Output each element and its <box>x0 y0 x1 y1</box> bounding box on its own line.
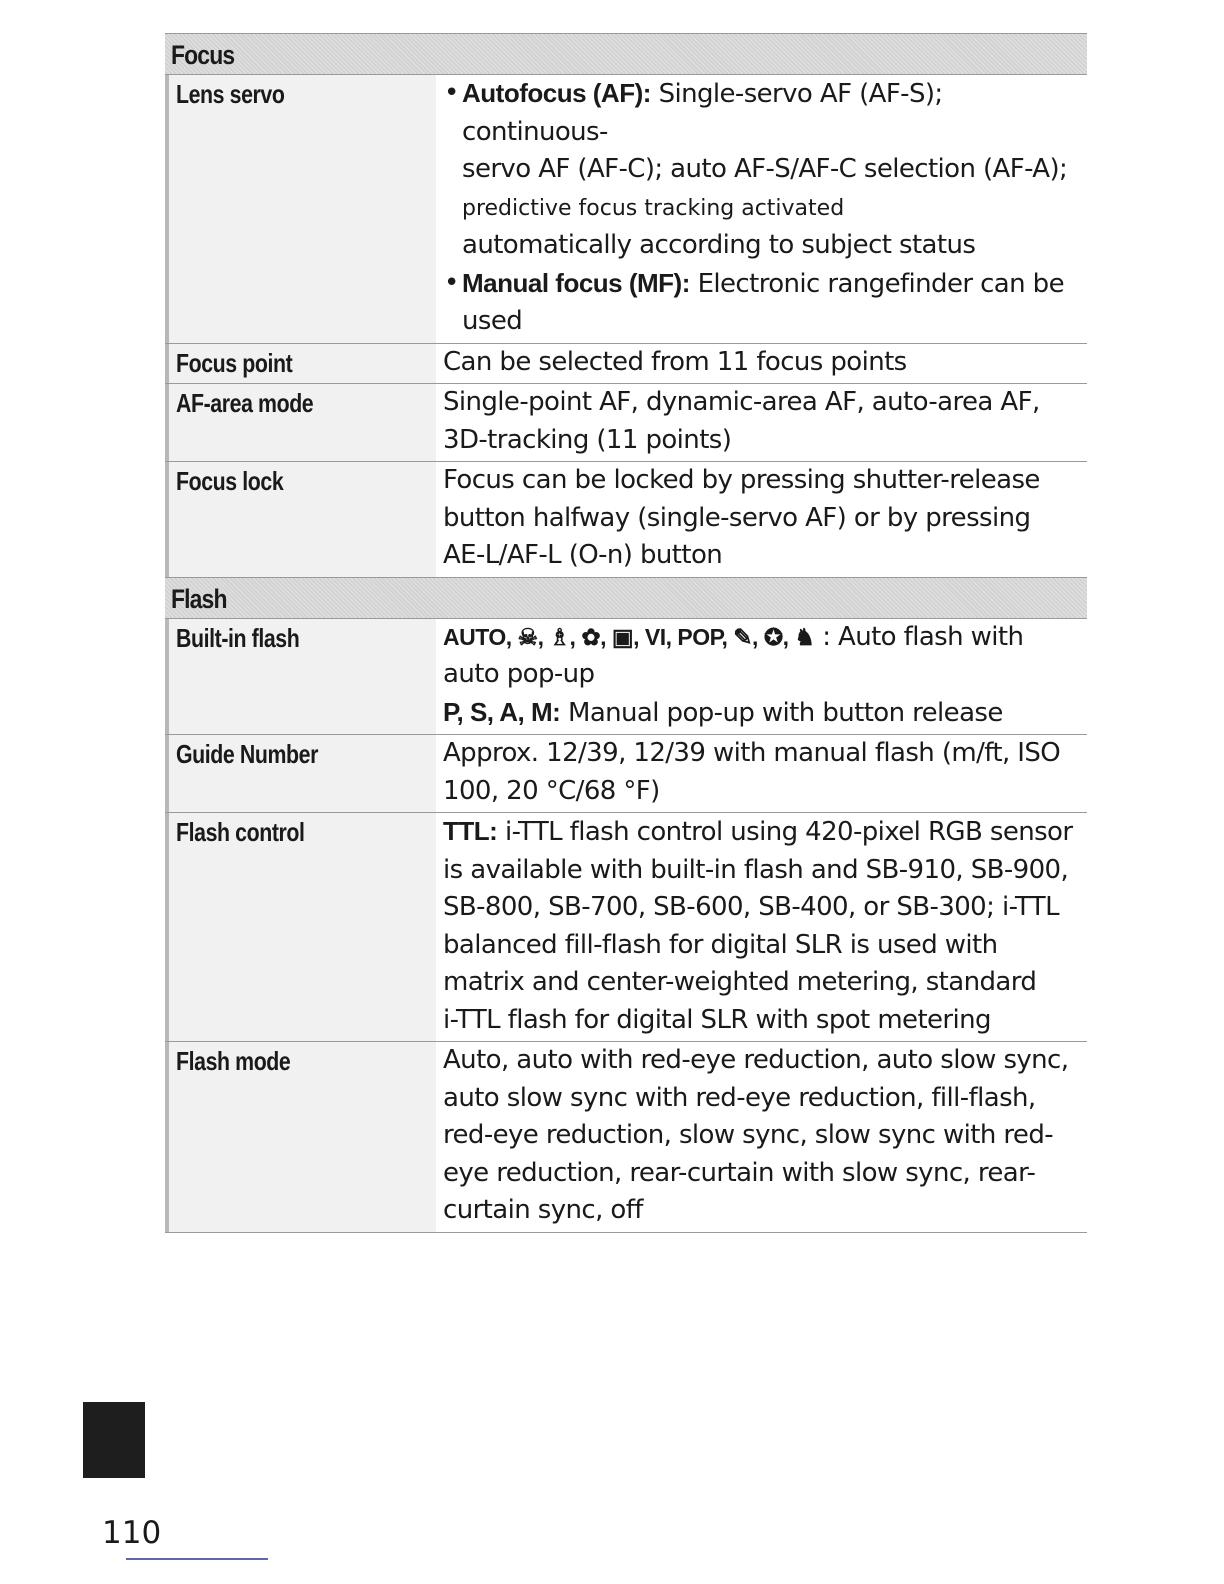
row-value: Approx. 12/39, 12/39 with manual flash (m/ft, ISO 100, 20 °C/68 °F) <box>443 738 1061 806</box>
spec-row-focus-point <box>165 344 1087 385</box>
spec-row-guide-number <box>165 735 1087 813</box>
spec-row-flash-mode <box>165 1042 1087 1233</box>
shooting-mode-icons: AUTO, ☠, ♗, ✿, ▣, VI, POP, ✎, ✪, ♞ <box>443 623 815 650</box>
row-value: TTL: i-TTL flash control using 420-pixel RGB sensor is available with built-in flash and SB-910, SB-900, SB-800, SB-700, SB-600, SB-400, or SB-300; i-TTL balanced fill-flash for digital SLR is used with matrix and center-weighted metering, standard i-TTL flash for digital SLR with spot metering <box>443 816 1073 1035</box>
spec-row-af-area-mode <box>165 384 1087 462</box>
bullet-item: • Manual focus (MF): Electronic rangefinder can be used <box>443 265 1079 341</box>
bullet-item: • Autofocus (AF): Single-servo AF (AF-S); continuous- servo AF (AF-C); auto AF-S/AF-C selection (AF-A); predictive focus tracking activated automatically according to subject status <box>443 75 1079 265</box>
page-number: 110 <box>102 1515 162 1551</box>
row-label: Flash mode <box>176 1046 291 1076</box>
section-header-flash <box>165 577 1087 619</box>
row-value: AUTO, ☠, ♗, ✿, ▣, VI, POP, ✎, ✪, ♞ : Auto flash with auto pop-up P, S, A, M: Manual pop-up with button release <box>436 619 1087 735</box>
row-label: Focus lock <box>176 466 284 496</box>
section-header-focus <box>165 33 1087 75</box>
section-title: Focus <box>170 40 235 70</box>
row-label: Built-in flash <box>176 622 300 653</box>
spec-row-lens-servo <box>165 75 1087 344</box>
spec-row-flash-control <box>165 813 1087 1042</box>
section-title: Flash <box>170 583 227 614</box>
row-value: Can be selected from 11 focus points <box>443 346 907 377</box>
chapter-tab-marker <box>83 1402 145 1478</box>
row-value <box>436 75 1087 343</box>
row-value: Focus can be locked by pressing shutter-release button halfway (single-servo AF) or by pressing AE-L/AF-L (O‑n) button <box>443 465 1040 570</box>
row-value: Single-point AF, dynamic-area AF, auto-area AF, 3D-tracking (11 points) <box>443 387 1040 455</box>
row-label: AF-area mode <box>176 388 314 418</box>
row-label: Flash control <box>176 817 305 847</box>
page-number-rule <box>126 1558 268 1560</box>
row-label: Focus point <box>176 347 293 378</box>
spec-row-focus-lock <box>165 462 1087 577</box>
row-value: Auto, auto with red-eye reduction, auto slow sync, auto slow sync with red-eye reduction, fill-flash, red-eye reduction, slow sync, slow sync with red- eye reduction, rear-curtain with slow sync, rear- curtain sync, off <box>443 1045 1069 1225</box>
row-label: Lens servo <box>176 79 285 109</box>
row-label: Guide Number <box>176 739 318 769</box>
spec-table <box>165 33 1087 1233</box>
spec-row-built-in-flash <box>165 619 1087 736</box>
ae-lock-button-icon: AE-L/AF-L (O‑n) button <box>443 540 723 570</box>
